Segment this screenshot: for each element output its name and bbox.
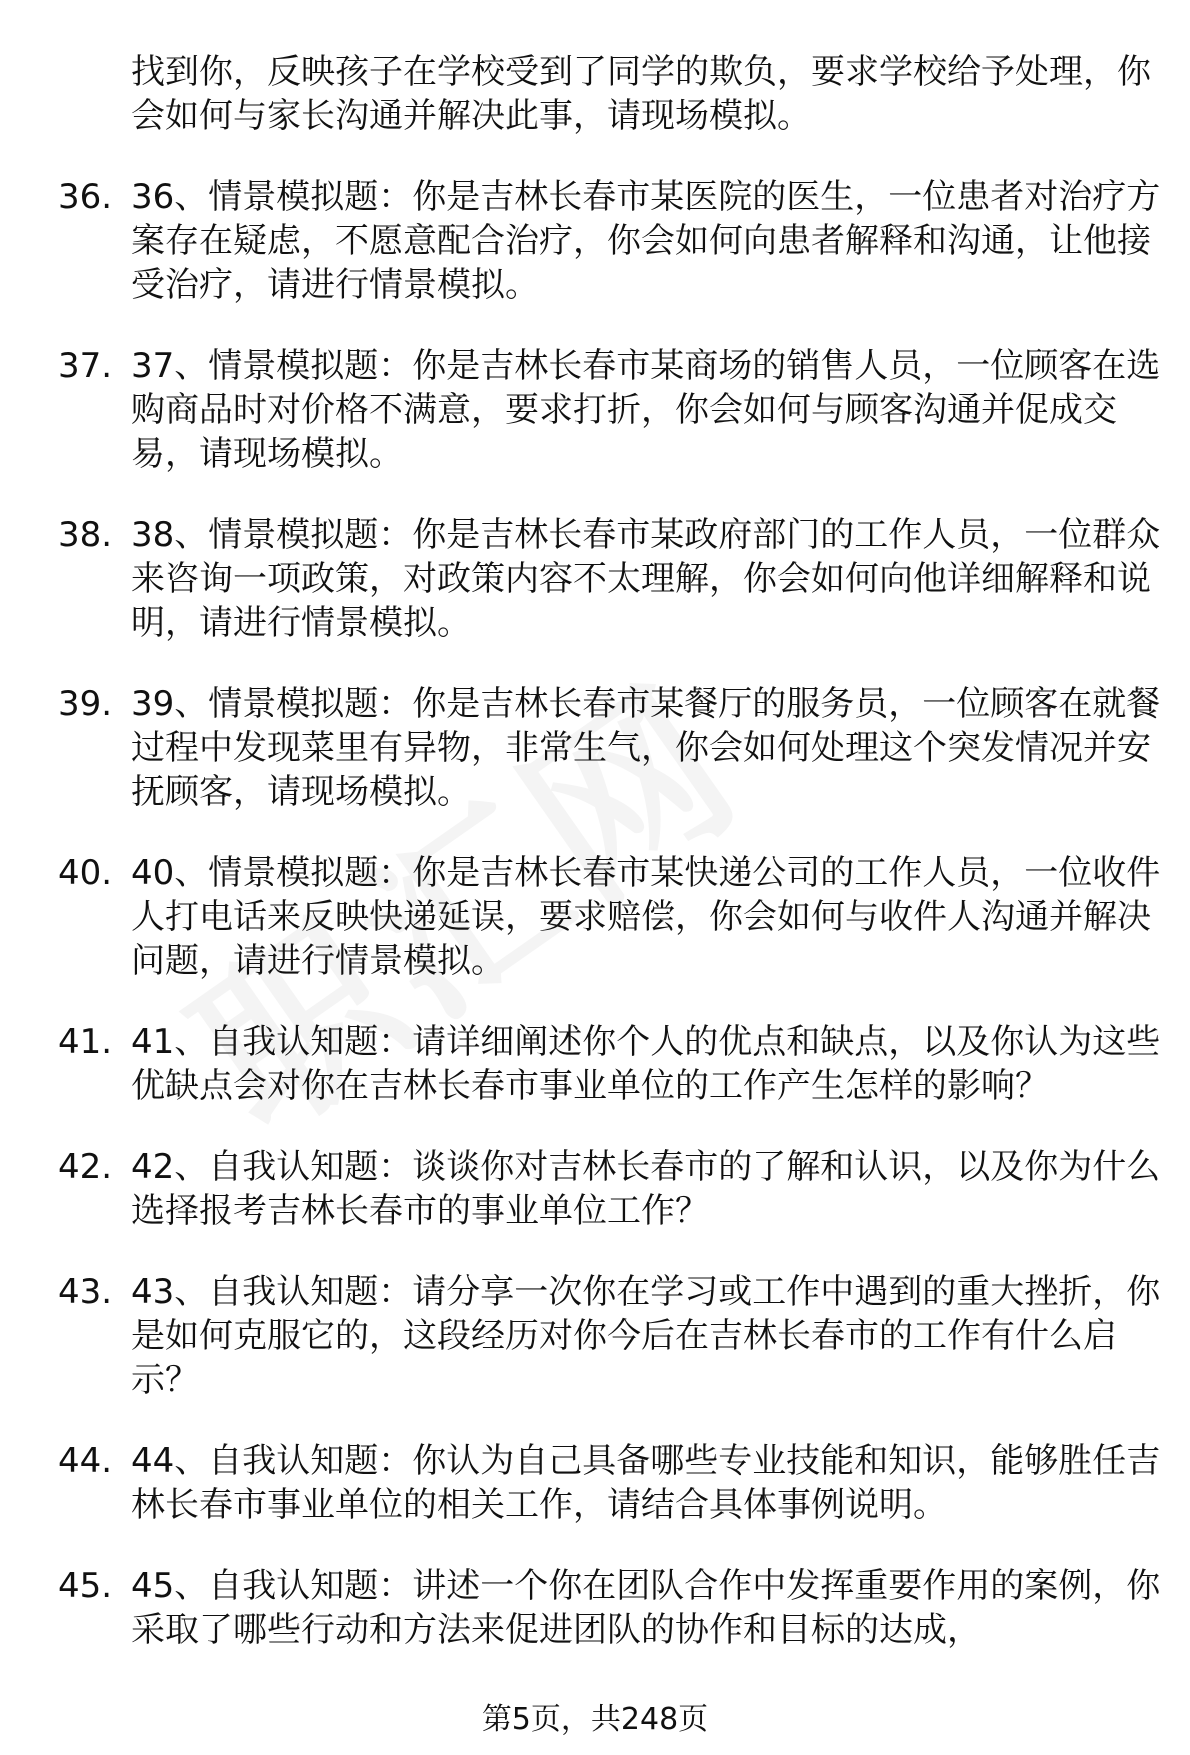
list-item <box>0 1020 1190 1108</box>
list-item-text: 41、自我认知题：请详细阐述你个人的优点和缺点，以及你认为这些优缺点会对你在吉林长春市事业单位的工作产生怎样的影响？ <box>131 1022 1161 1106</box>
list-item-number: 43. <box>58 1272 113 1312</box>
list-item-text: 36、情景模拟题：你是吉林长春市某医院的医生，一位患者对治疗方案存在疑虑，不愿意配合治疗，你会如何向患者解释和沟通，让他接受治疗，请进行情景模拟。 <box>131 177 1161 305</box>
list-item-text: 44、自我认知题：你认为自己具备哪些专业技能和知识，能够胜任吉林长春市事业单位的相关工作，请结合具体事例说明。 <box>131 1441 1161 1525</box>
question-list <box>0 50 1190 1652</box>
list-item-number: 39. <box>58 684 113 724</box>
list-item-text: 39、情景模拟题：你是吉林长春市某餐厅的服务员，一位顾客在就餐过程中发现菜里有异物，非常生气，你会如何处理这个突发情况并安抚顾客，请现场模拟。 <box>131 684 1161 812</box>
list-item <box>0 1439 1190 1527</box>
list-item-text: 45、自我认知题：讲述一个你在团队合作中发挥重要作用的案例，你采取了哪些行动和方法来促进团队的协作和目标的达成， <box>131 1566 1161 1650</box>
list-item-text: 42、自我认知题：谈谈你对吉林长春市的了解和认识，以及你为什么选择报考吉林长春市的事业单位工作？ <box>131 1147 1161 1231</box>
list-item-text: 37、情景模拟题：你是吉林长春市某商场的销售人员，一位顾客在选购商品时对价格不满意，要求打折，你会如何与顾客沟通并促成交易，请现场模拟。 <box>131 346 1161 474</box>
page-number-footer: 第5页，共248页 <box>481 1702 709 1737</box>
continued-question-text: 找到你，反映孩子在学校受到了同学的欺负，要求学校给予处理，你会如何与家长沟通并解决此事，请现场模拟。 <box>131 52 1151 136</box>
list-item <box>0 513 1190 645</box>
list-item-number: 38. <box>58 515 113 555</box>
list-item <box>0 1564 1190 1652</box>
list-item <box>0 344 1190 476</box>
list-item-number: 45. <box>58 1566 113 1606</box>
list-item-number: 41. <box>58 1022 113 1062</box>
list-item <box>0 1270 1190 1402</box>
list-item-number: 37. <box>58 346 113 386</box>
list-item-number: 42. <box>58 1147 113 1187</box>
list-item <box>0 851 1190 983</box>
list-item-number: 40. <box>58 853 113 893</box>
list-item-number: 44. <box>58 1441 113 1481</box>
list-item-text: 40、情景模拟题：你是吉林长春市某快递公司的工作人员，一位收件人打电话来反映快递延误，要求赔偿，你会如何与收件人沟通并解决问题，请进行情景模拟。 <box>131 853 1161 981</box>
list-item-text: 38、情景模拟题：你是吉林长春市某政府部门的工作人员，一位群众来咨询一项政策，对政策内容不太理解，你会如何向他详细解释和说明，请进行情景模拟。 <box>131 515 1161 643</box>
list-item <box>0 1145 1190 1233</box>
list-item-text: 43、自我认知题：请分享一次你在学习或工作中遇到的重大挫折，你是如何克服它的，这段经历对你今后在吉林长春市的工作有什么启示？ <box>131 1272 1161 1400</box>
list-item-number: 36. <box>58 177 113 217</box>
list-item <box>0 175 1190 307</box>
list-item <box>0 682 1190 814</box>
